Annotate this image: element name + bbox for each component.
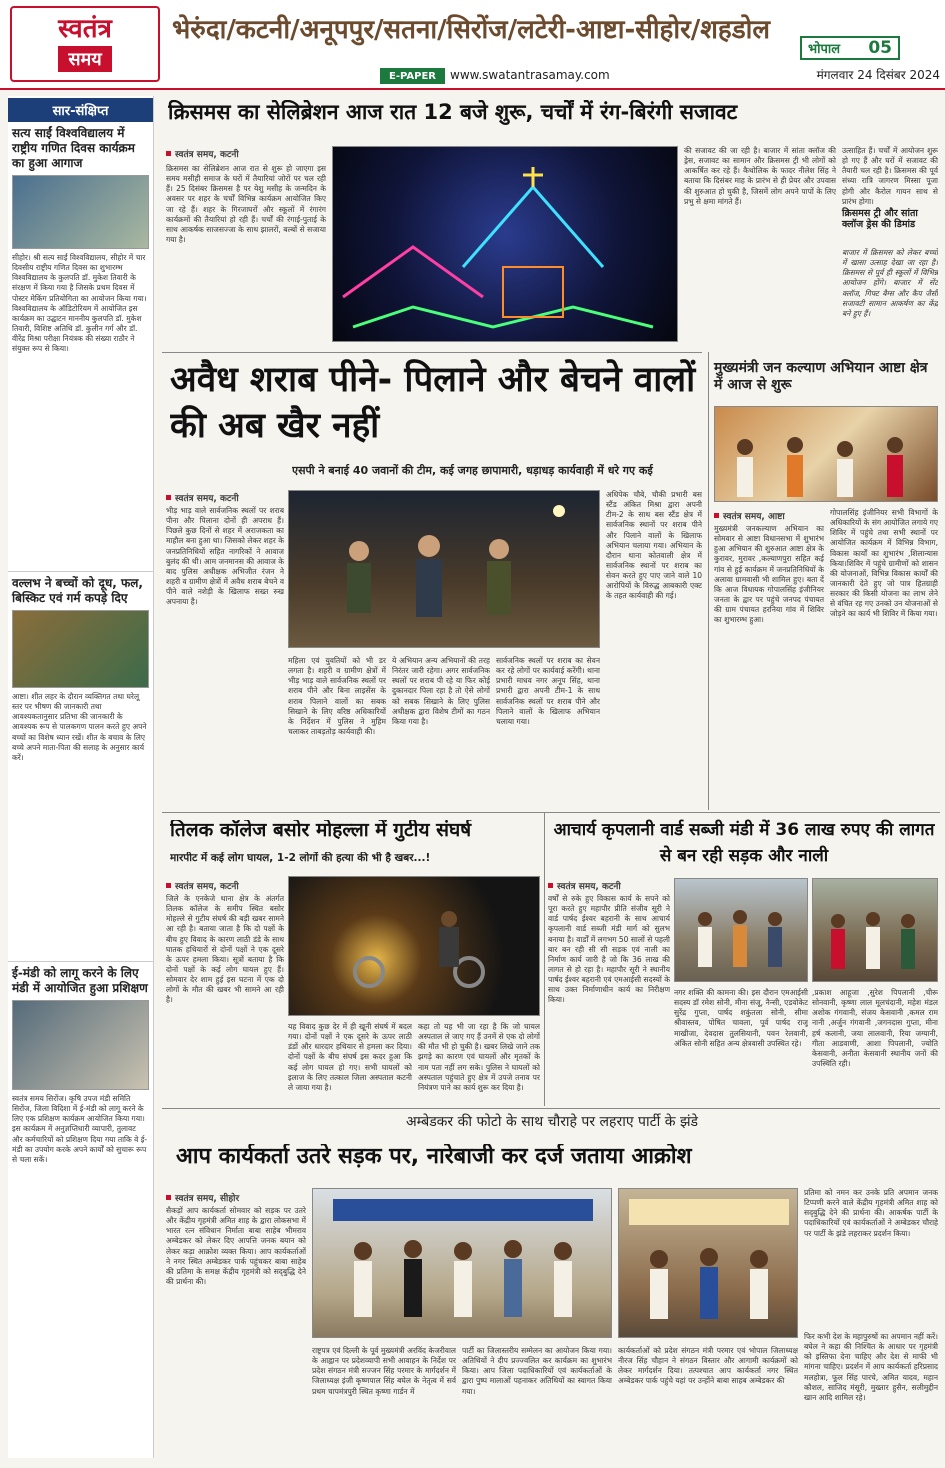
liquor-col-4: सार्वजनिक स्थलों पर शराब का सेवन कर रहे लोगों पर कार्यवाई करेंगी। थाना प्रभारी माधव नगर अनूप सिंह, थाना प्रभारी द्वारा अपनी टीम-1 के साथ सार्वजनिक स्थलों पर शराब पीने और पिलाने वालों के खिलाफ अभियान चलाया गया।	[496, 656, 600, 726]
brief-photo	[12, 175, 149, 249]
byline-text: स्वतंत्र समय, आष्टा	[723, 511, 785, 522]
christmas-headline: क्रिसमस का सेलिब्रेशन आज रात 12 बजे शुरू, चर्चों में रंग-बिरंगी सजावट	[168, 100, 738, 124]
kripalani-inspection-photo	[674, 878, 808, 982]
brief-text: सीहोर। श्री सत्य साईं विश्वविद्यालय, सीहोर में चार दिवसीय राष्ट्रीय गणित दिवस का शुभारम्भ विश्वविद्यालय के कुलपति डॉ. मुकेश तिवारी के संरक्षण में किया गया है जिसके प्रथम दिवस में पोस्टर मेकिंग प्रतियोगिता का आयोजन किया गया। विश्वविद्यालय के ऑडिटोरियम में आयोजित इस कार्यक्रम का उद्घाटन माननीय कुलपति डॉ. मुकेश तिवारी, विशिष्ट अतिथि डॉ. कुलीन गर्ग और डॉ. वीरेंद्र मिश्रा परीक्षा नियंत्रक की संख्या राठौर ने संयुक्त रूप से किया।	[12, 253, 147, 354]
brief-title: ई-मंडी को लागू करने के लिए मंडी में आयोजित हुआ प्रशिक्षण	[12, 966, 148, 995]
aashta-col-1: मुख्यमंत्री जनकल्याण अभियान का सोमवार से आष्टा विधानसभा में शुभारंभ हुआ अभियान की शुरुआत आष्टा क्षेत्र के कुरावर, मुरावर ,कल्याणपुरा सहित कई गांव से हुई कार्यक्रम में जनप्रतिनिधियों के अलावा ग्रामवासी भी शामिल हुए। बता दें कि आज विधायक गोपालसिंह इंजीनियर जनता के द्वार पर पहुंचे जनपद पंचायत की ग्राम पंचायत हरनिया गांव में शिविर का शुभारम्भ हुआ।	[714, 524, 824, 625]
edition-cities: भेरुंदा/कटनी/अनूपपुर/सतना/सिरोंज/लटेरी-आष्टा-सीहोर/शहडोल	[172, 15, 770, 45]
kripalani-col-2: नगर शक्ति की कामना की। इस दौरान एमआईसी सदस्य डॉ रमेश सोनी, मीना संजू, नैन्सी, एडवोकेट सुरेंद्र गुप्ता, पार्षद शकुंतला सोनी, सीमा श्रीवास्तव, पोषित चावला, पूर्व पार्षद राजू माखीजा, देवदास तुलसियानी, पवन रेलवानी, अंकित सोनी सहित अन्य क्षेत्रवासी उपस्थित रहे।	[674, 988, 808, 1048]
brief-photo	[12, 610, 149, 688]
byline-text: स्वतंत्र समय, सीहोर	[175, 1193, 240, 1204]
brief-text: आष्टा। शीत लहर के दौरान व्यक्तिगत तथा घरेलू स्तर पर भीषण की जानकारी तथा आवश्यकतानुसार प्रतिभा की जानकारी के आवश्यक रूप से पालकगण पालन करते हुए अपने बच्चों का विशेष ध्यान रखें। शीत के बचाव के लिए बच्चे अपने माता-पिता की सलाह के अनुसार कार्य करें।	[12, 692, 147, 762]
aap-col-4: कार्यकर्ताओं को प्रदेश संगठन मंत्री परमार एवं भोपाल जिलाध्यक्ष नीरज सिंह चौहान ने संगठन विस्तार और आगामी कार्यक्रमों को लेकर मार्गदर्शन दिया। तत्पश्चात आप कार्यकर्ता नगर स्थित अम्बेडकर पार्क पहुंचे यहां पर उन्होंने बाबा साहब अम्बेडकर की	[618, 1346, 798, 1386]
brief-title: सत्य साईं विश्वविद्यालय में राष्ट्रीय गणित दिवस कार्यक्रम का हुआ आगाज	[12, 126, 135, 170]
kripalani-byline	[548, 878, 668, 892]
aashta-col-2: गोपालसिंह इंजीनियर सभी विभागों के अधिकारियों के संग आयोजित लगाये गए शिविर में पहुंचे तथा सभी स्थानों पर आयोजित कार्यक्रम में विभिन्न विभाग, विकास कार्यों का शुभारंभ ,शिलान्यास किया।शिविर में पहुंचे ग्रामीणों को शासन की योजनाओं, विभिन्न विकास कार्यों की जानकारी देते हुए जो पात्र हितग्राही सरकार की किसी योजना का लाभ लेने से वंचित रह गए उनको उन योजनाओं से जोड़ने का कार्य भी शिविर में किया गया।	[830, 508, 938, 619]
brief-story	[8, 122, 153, 572]
edition-badge	[800, 36, 900, 60]
aashta-event-photo	[714, 406, 938, 502]
tilak-subhead: मारपीट में कई लोग घायल, 1-2 लोगों की हत्या की भी है खबर...!	[170, 852, 431, 864]
logo-top-text: स्वतंत्र	[58, 14, 112, 44]
brief-story	[8, 572, 153, 962]
epaper-badge[interactable]: E-PAPER	[380, 68, 445, 84]
liquor-col-5: अधिपेक चौबे, चौकी प्रभारी बस स्टैंड अंकित मिश्रा द्वारा अपनी टीम-2 के साथ बस स्टैंड क्षेत्र में सार्वजनिक स्थानों पर शराब पीने और पिलाने वालों के खिलाफ अभियान चलाया गया। अभियान के दौरान थाना कोतवाली क्षेत्र में सार्वजनिक स्थानों पर शराब का सेवन करते हुए पाए जाने वाले 10 आरोपियों के विरुद्ध आबकारी एक्ट के तहत कार्यवाही की गई।	[606, 490, 702, 601]
tilak-col-1: जिले के एनकेजे थाना क्षेत्र के अंतर्गत तिलक कॉलेज के समीप स्थित बसोर मोहल्ले से गुटीय संघर्ष की बड़ी खबर सामने आ रही है। बताया जाता है कि दो पक्षों के बीच हुए विवाद के कारण लाठी डंडे के साथ घातक हथियारों से दोनों पक्षों ने एक दूसरे के ऊपर हमला किया। सूत्रों बताया है कि दोनों पक्षों के कई लोग घायल हुए हैं। सोमवार देर शाम हुई इस घटना में एक दो लोगों के मौत की खबर भी सामने आ रही है।	[166, 894, 284, 1005]
byline-text: स्वतंत्र समय, कटनी	[175, 493, 239, 504]
liquor-col-1: भीड़ भाड़ वाले सार्वजनिक स्थलों पर शराब पीना और पिलाना दोनों ही अपराध हैं। पिछले कुछ दिनों से शहर में अराजकता का माहौल बना हुआ था। जिसको लेकर शहर के जनप्रतिनिधियों सहित नागरिकों ने आवाज बुलंद की थी। आम जनमानस की आवाज के बाद पुलिस अधीक्षक अभिजीत रंजन ने शहरी व ग्रामीण क्षेत्रों में अवैध शराब बेचने व पीने वाले नशेड़ी के खिलाफ सख्त रुख अपनाया है।	[166, 506, 284, 607]
liquor-subhead: एसपी ने बनाई 40 जवानों की टीम, कई जगह छापामारी, धड़ाधड़ कार्यवाही में धरे गए कई	[292, 464, 653, 477]
byline-text: स्वतंत्र समय, कटनी	[557, 881, 621, 892]
liquor-col-2: महिला एवं युवतियों को भी डर लगता है। शहरी व ग्रामीण क्षेत्रों में भीड़ भाड़ वाले सार्वजनिक स्थलों पर शराब पीने और बिना लाइसेंस के शराब पिलाने वालों का सबक सिखाने के लिए वरिष्ठ अधिकारियों के निर्देशन में पुलिस ने मुहिम चलाकर ताबड़तोड़ कार्यवाही की।	[288, 656, 386, 736]
protesters-illustration	[313, 1189, 612, 1338]
liquor-col-3: ये अभियान अन्य अभियानों की तरह निरंतर जारी रहेगा। अगर सार्वजनिक स्थलों पर शराब पी रहे या फिर कोई दुकानदार पिला रहा है तो ऐसे लोगों को सबक सिखाने के लिए पुलिस अधीक्षक द्वारा विशेष टीमों का गठन किया गया है।	[392, 656, 490, 726]
aap-col-1: सैकड़ों आप कार्यकर्ता सोमवार को सड़क पर उतरे और केंद्रीय गृहमंत्री अमित शाह के द्वारा लोकसभा में भारत रत्न संविधान निर्माता बाबा साहेब भीमराव अम्बेडकर को लेकर दिए आपत्ति जनक बयान को लेकर कड़ा आक्रोश व्यक्त किया। आप कार्यकर्ताओं ने नगर स्थित अम्बेडकर पार्क पहुंचकर बाबा साहेब की प्रतिमा के समक्ष केंद्रीय गृहमंत्री को सद्‌बुद्धि देने की प्रार्थना की।	[166, 1206, 306, 1286]
aap-col-5: प्रतिमा को नमन कर उनके प्रति अपमान जनक टिप्पणी करने वाले केंद्रीय गृहमंत्री अमित शाह को सद्‌बुद्धि देने की प्रार्थना की। आकर्षक पार्टी के पदाधिकारियों एवं कार्यकर्ताओं ने अम्बेडकर चौराहे पर पार्टी के झंडे लहराकर प्रदर्शन किया।	[804, 1188, 938, 1238]
page-number: 05	[868, 38, 892, 58]
group-illustration	[675, 879, 808, 982]
newspaper-logo[interactable]	[10, 6, 160, 82]
aap-col-2: राष्ट्रपत्र एवं दिल्ली के पूर्व मुख्यमंत्री अरविंद केजरीवाल के आह्वान पर प्रदेशव्यापी सभी आवाहन के निर्देश पर प्रदेश संगठन मंत्री सज्जन सिंह परमार के मार्गदर्शन में जिलाध्यक्ष इंजी कृष्णपाल सिंह बघेल के नेतृत्व में सर्व प्रथम चापमंत्रपुरी स्थित कृष्णा गार्डन में	[312, 1346, 456, 1396]
aap-gathering-photo	[618, 1188, 798, 1338]
kripalani-col-3: ,प्रकाश आहूजा ,सुरेश पिपलानी ,चीरू सोनवानी, कृष्णा लाल मूलचंदानी, महेश मंडल अशोक गंगवानी, संजय केसवानी ,कमल राम नानी ,अर्जुन गंगवानी ,जगनदास गुप्ता, मीना हर्ष कलानी, जया लालवानी, रिया जग्यानी, गीता आडवाणी, आशा पिपलानी, ज्योति केसवानी, अनीता केसवानी स्थानीय जनों की उपस्थिति रही।	[812, 988, 938, 1068]
divider	[162, 1108, 940, 1109]
divider	[544, 812, 545, 1106]
christmas-col-1: क्रिसमस का सेलिब्रेशन आज रात से शुरू हो जाएगा इस समय मसीही समाज के घरों में तैयारियां जोरों पर चल रही हैं। 25 दिसंबर क्रिसमस है पर येशु मसीह के जन्मदिन के अवसर पर शहर के चर्चों विभिन्न कार्यक्रम आयोजित किए जा रहे हैं। शहर के गिरजाघरों और स्कूलों में रंगारंग कार्यक्रमों की तैयारियां हो रही हैं। चर्चों की रंगाई-पुताई के साथ आकर्षक साजसज्जा के साथ झालरों, बल्बों से सजाया गया है।	[166, 164, 326, 244]
liquor-raid-photo	[288, 490, 600, 648]
aap-col-6: फिर कभी देश के महापुरुषों का अपमान नहीं करें। बघेल ने कहा की निश्चित के आधार पर गृहमंत्री को इस्तिफा देना चाहिए और देश से माफी भी मांगना चाहिए। प्रदर्शन में आप कार्यकर्ता हरिप्रसाद मलहोत्रा, फूल सिंह पारचे, अमित यादव, महान कौशल, साजिद मंसूरी, मुख्तार हुसैन, सलीमुद्दीन खान आदि शामिल रहे।	[804, 1332, 938, 1402]
tilak-headline: तिलक कॉलेज बसोर मोहल्ला में गुटीय संघर्ष	[170, 820, 472, 841]
liquor-headline: अवैध शराब पीने- पिलाने और बेचने वालों की अब खैर नहीं	[170, 360, 696, 446]
ambedkar-kicker: अम्बेडकर की फोटो के साथ चौराहे पर लहराए पार्टी के झंडे	[405, 1114, 699, 1130]
kripalani-headline: आचार्य कृपलानी वार्ड सब्जी मंडी में 36 लाख रुपए की लागत से बन रही सड़क और नाली	[553, 820, 935, 866]
sidebar-header: सार-संक्षिप्त	[8, 98, 153, 122]
gathering-illustration	[619, 1189, 798, 1338]
tilak-byline	[166, 878, 284, 892]
christmas-col-3: उत्साहित हैं। चर्चों में आयोजन शुरू हो गए हैं और घरों में सजावट की तैयारी चल रही है। क्रिसमस की पूर्व संध्या रात्रि जागरण मिस्सा पूजा होगी और कैरोल गायन साथ से प्रारंभ होगा।	[842, 146, 938, 206]
divider	[708, 352, 709, 810]
brief-text: स्वतंत्र समय सिरोंज। कृषि उपज मंडी समिति सिरोंज, जिला विदिशा में ई-मंडी को लागू करने के लिए एक प्रशिक्षण कार्यक्रम आयोजित किया गया। इस कार्यक्रम में अनुज्ञप्तिधारी व्यापारी, तुलावट और कर्मचारियों को प्रशिक्षण दिया गया ताकि वे ई-मंडी का उपयोग करके अपने कार्यों को सुचारू रूप से चला सकें।	[12, 1094, 148, 1164]
aashta-headline: मुख्यमंत्री जन कल्याण अभियान आष्टा क्षेत्र में आज से शुरू	[714, 360, 928, 393]
byline-text: स्वतंत्र समय, कटनी	[175, 881, 239, 892]
issue-date: मंगलवार 24 दिसंबर 2024	[816, 68, 940, 82]
tilak-night-photo	[288, 876, 540, 1016]
kripalani-col-1: वर्षों से रुके हुए विकास कार्य के सपने को पूरा करते हुए महापौर प्रीति संजीव सूरी ने वार्ड पार्षद ईश्वर बहरानी के साथ आचार्य कृपलानी वार्ड सब्जी मंडी मार्ग को सुलभ बनाया है। वार्डों में लगभग 50 सालों से पहली बार बन रही सी सी सड़क एवं नाली का निर्माण कार्य जारी है जो कि 36 लाख की लागत से हो रहा है। महापौर सूरी ने स्थानीय पार्षद ईश्वर बहरानी एवं एमआईसी सदस्यों के साथ उक्त निर्माणाधीन कार्य का निरीक्षण किया।	[548, 894, 670, 1005]
aap-headline: आप कार्यकर्ता उतरे सड़क पर, नारेबाजी कर दर्ज जताया आक्रोश	[176, 1144, 692, 1169]
aashta-byline	[714, 508, 824, 522]
main-content	[162, 96, 940, 1458]
tilak-col-2: यह विवाद कुछ देर में ही खूनी संघर्ष में बदल गया। दोनों पक्षों ने एक दूसरे के ऊपर लाठी डंडों और धारदार हथियार से हमला कर दिया। दोनों पक्षों के बीच संघर्ष इस कदर हुआ कि कई लोग घायल हो गए। सभी घायलों को इलाज के लिए तत्काल जिला अस्पताल कटनी ले जाया गया है।	[288, 1022, 412, 1092]
website-url[interactable]: www.swatantrasamay.com	[450, 68, 610, 82]
christmas-byline	[166, 146, 326, 160]
people-illustration	[813, 879, 938, 982]
byline-text: स्वतंत्र समय, कटनी	[175, 149, 239, 160]
christmas-church-photo	[332, 146, 678, 342]
logo-bottom-text: समय	[58, 46, 111, 72]
aap-byline	[166, 1190, 306, 1204]
brief-title: वल्लभ ने बच्चों को दूध, फल, बिस्किट एवं गर्म कपड़े दिए	[12, 576, 143, 605]
liquor-byline	[166, 490, 284, 504]
police-team-illustration	[289, 491, 600, 648]
kripalani-crowd-photo	[812, 878, 938, 982]
divider	[162, 352, 702, 353]
street-scene-illustration	[289, 877, 540, 1016]
christmas-subtext: बाजार में क्रिसमस को लेकर बच्चों में खासा उत्साह देखा जा रहा है। क्रिसमस से पूर्व ही स्कूलों में विभिन्न आयोजन होंगे। बाजार में सेंट क्लॉज, गिफ्ट बैग्स और कैप जैसी सजावटी सामान आकर्षण का केंद्र बने हुए हैं।	[842, 248, 938, 318]
christmas-col-2: की सजावट की जा रही है। बाजार में सांता क्लॉज की ड्रेस, सजावट का सामान और क्रिसमस ट्री भी लोगों को आकर्षित कर रहे हैं। कैथोलिक के फादर नीलेश सिंह ने बताया कि दिसंबर माह के प्रारंभ से ही प्रेयर और उपवास की शुरुआत हो चुकी है, जिसमें लोग अपने पापों के लिए प्रभु से क्षमा मांगते हैं।	[684, 146, 836, 206]
brief-photo	[12, 1000, 149, 1090]
aap-protest-photo	[312, 1188, 612, 1338]
crowd-illustration	[715, 407, 938, 502]
divider	[162, 812, 940, 813]
aap-col-3: पार्टी का जिलास्तरीय सम्मेलन का आयोजन किया गया। अतिथियों ने दीप प्रज्ज्वलित कर कार्यक्रम का शुभारंभ किया। आप जिला पदाधिकारियों एवं कार्यकर्ताओं के द्वारा पुष्प मालाओं पहनाकर अतिथियों का स्वागत किया गया।	[462, 1346, 612, 1396]
sidebar-briefs	[8, 96, 154, 1458]
church-lights-illustration	[333, 147, 678, 342]
brief-story	[8, 962, 153, 1442]
edition-city: भोपाल	[808, 42, 841, 57]
tilak-col-3: कहा तो यह भी जा रहा है कि जो घायल अस्पताल ले जाए गए हैं उनमें से एक दो लोगों की मौत भी हो चुकी है। खबर लिखे जाने तक झगड़े का कारण एवं घायलों और मृतकों के नाम पता नहीं लग सके। पुलिस ने घायलों को अस्पताल पहुंचाते हुए क्षेत्र में उपजे तनाव पर नियंत्रण पाने का कार्य शुरू कर दिया है।	[418, 1022, 540, 1092]
christmas-subhead: क्रिसमस ट्री और सांता क्लॉज ड्रेस की डिमांड	[842, 208, 918, 231]
